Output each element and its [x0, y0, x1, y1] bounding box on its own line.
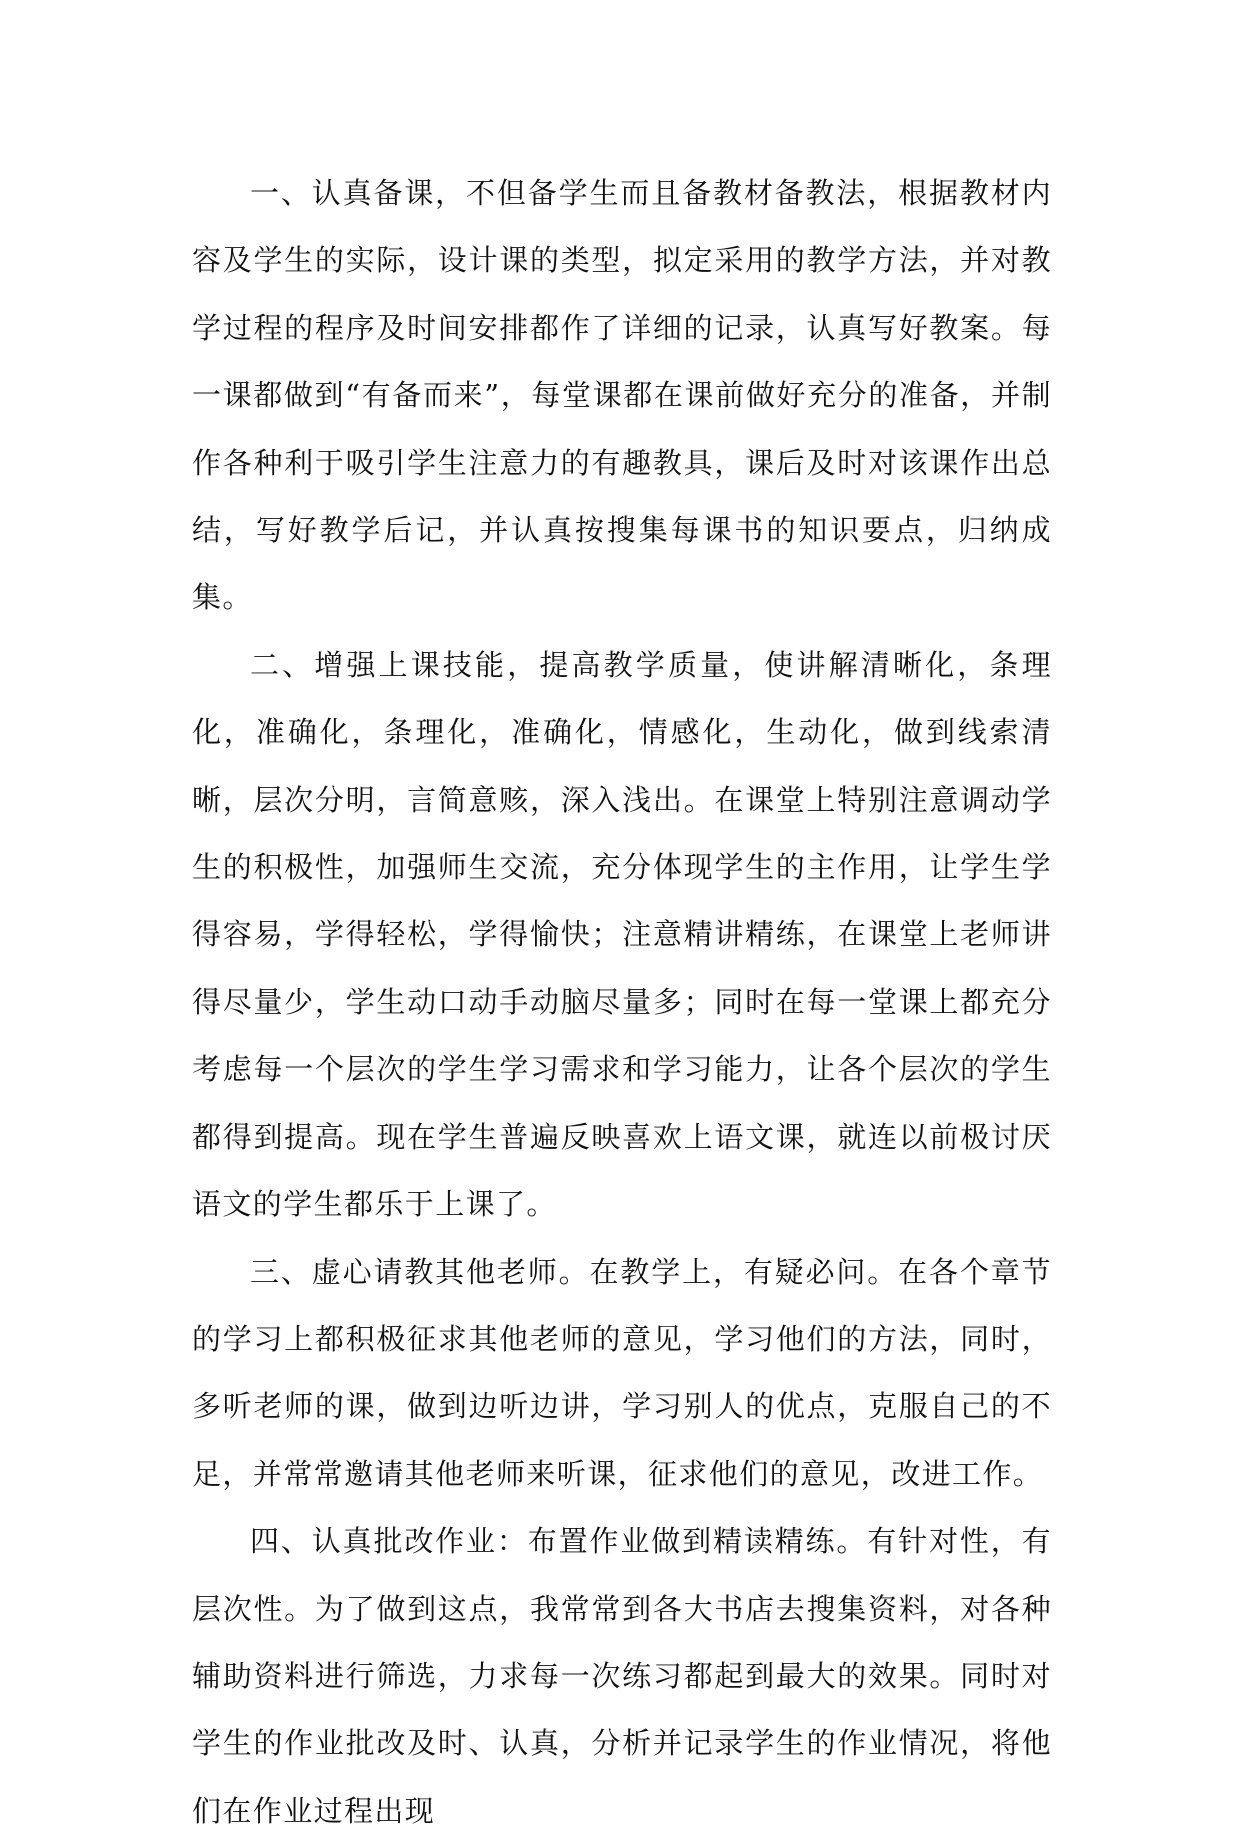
paragraph-homework-correction: 四、认真批改作业：布置作业做到精读精练。有针对性，有层次性。为了做到这点，我常常到各大书店去搜集资料，对各种辅助资料进行筛选，力求每一次练习都起到最大的效果。同时对学生的作业批改及时、认真，分析并记录学生的作业情况，将他们在作业过程出现: [192, 1524, 1052, 1828]
paragraph-consult-teachers: 三、虚心请教其他老师。在教学上，有疑必问。在各个章节的学习上都积极征求其他老师的意见，学习他们的方法，同时，多听老师的课，做到边听边讲，学习别人的优点，克服自己的不足，并常常邀请其他老师来听课，征求他们的意见，改进工作。: [192, 1254, 1052, 1491]
paragraph-lesson-preparation: 一、认真备课，不但备学生而且备教材备教法，根据教材内容及学生的实际，设计课的类型，拟定采用的教学方法，并对教学过程的程序及时间安排都作了详细的记录，认真写好教案。每一课都做到“有备而来”，每堂课都在课前做好充分的准备，并制作各种利于吸引学生注意力的有趣教具，课后及时对该课作出总结，写好教学后记，并认真按搜集每课书的知识要点，归纳成集。: [192, 176, 1052, 615]
paragraph-classroom-skills: 二、增强上课技能，提高教学质量，使讲解清晰化，条理化，准确化，条理化，准确化，情感化，生动化，做到线索清晰，层次分明，言简意赅，深入浅出。在课堂上特别注意调动学生的积极性，加强师生交流，充分体现学生的主作用，让学生学得容易，学得轻松，学得愉快；注意精讲精练，在课堂上老师讲得尽量少，学生动口动手动脑尽量多；同时在每一堂课上都充分考虑每一个层次的学生学习需求和学习能力，让各个层次的学生都得到提高。现在学生普遍反映喜欢上语文课，就连以前极讨厌语文的学生都乐于上课了。: [192, 647, 1052, 1222]
document-page: [192, 160, 1052, 1845]
